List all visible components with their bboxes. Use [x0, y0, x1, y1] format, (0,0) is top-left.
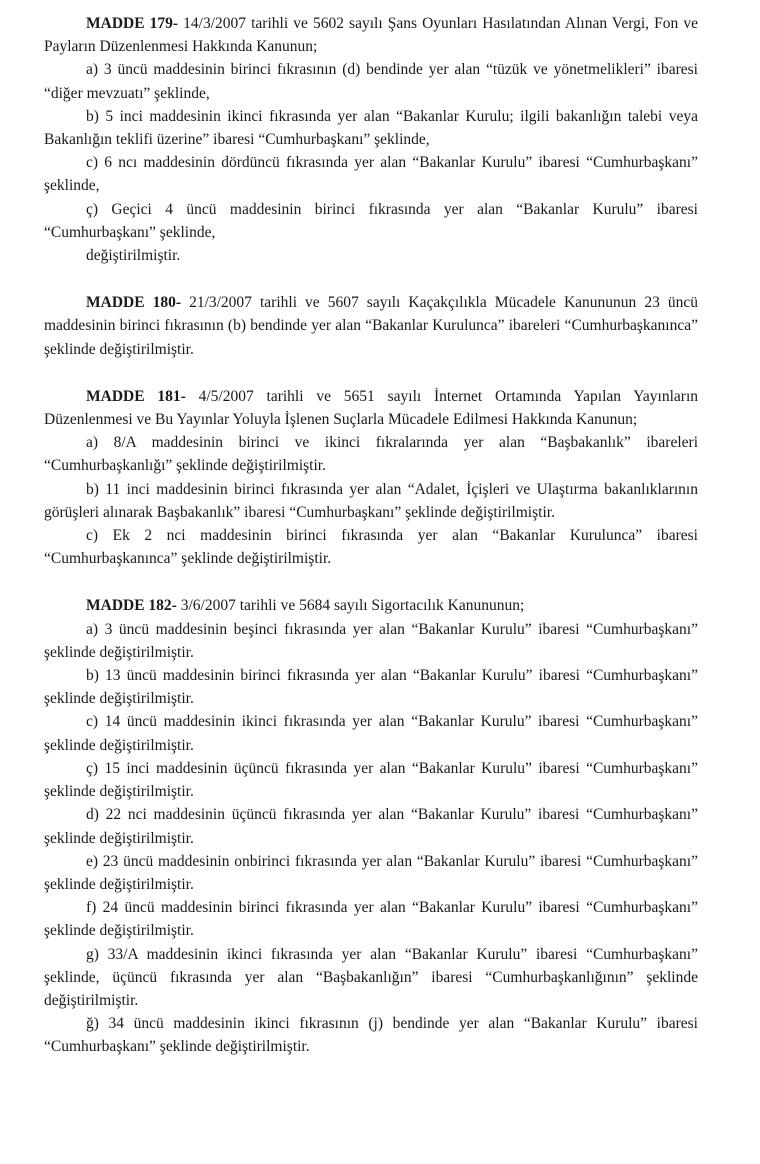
article-item: d) 22 nci maddesinin üçüncü fıkrasında yer alan “Bakanlar Kurulu” ibaresi “Cumhurbaşkanı” şeklinde değiştirilmiştir. [44, 806, 698, 847]
article-heading [44, 12, 698, 58]
article-intro: 3/6/2007 tarihli ve 5684 sayılı Sigortacılık Kanununun; [176, 597, 525, 615]
document-body [44, 12, 698, 1083]
article-label: MADDE 182- [86, 597, 177, 615]
article-label: MADDE 180- [86, 294, 182, 312]
article-182 [44, 594, 698, 1058]
article-heading [44, 291, 698, 361]
article-179 [44, 12, 698, 267]
article-intro: 14/3/2007 tarihli ve 5602 sayılı Şans Oyunları Hasılatından Alınan Vergi, Fon ve Payların Düzenlenmesi Hakkında Kanunun; [44, 15, 698, 56]
article-item: ğ) 34 üncü maddesinin ikinci fıkrasının (j) bendinde yer alan “Bakanlar Kurulu” ibaresi “Cumhurbaşkanı” şeklinde değiştirilmiştir. [44, 1015, 698, 1056]
article-label: MADDE 179- [86, 15, 179, 32]
article-heading [44, 594, 698, 617]
article-item: c) 6 ncı maddesinin dördüncü fıkrasında yer alan “Bakanlar Kurulu” ibaresi “Cumhurbaşkanı” şeklinde, [44, 154, 698, 195]
article-intro: 21/3/2007 tarihli ve 5607 sayılı Kaçakçılıkla Mücadele Kanununun 23 üncü maddesinin birinci fıkrasının (b) bendinde yer alan “Bakanlar Kurulunca” ibareleri “Cumhurbaşkanınca” şeklinde değiştirilmiştir. [44, 294, 698, 358]
article-item: b) 11 inci maddesinin birinci fıkrasında yer alan “Adalet, İçişleri ve Ulaştırma bakanlıklarının görüşleri alınarak Başbakanlık” ibaresi “Cumhurbaşkanı” şeklinde değiştirilmiştir. [44, 480, 698, 521]
article-item: c) 14 üncü maddesinin ikinci fıkrasında yer alan “Bakanlar Kurulu” ibaresi “Cumhurbaşkanı” şeklinde değiştirilmiştir. [44, 713, 698, 754]
article-item: a) 8/A maddesinin birinci ve ikinci fıkralarında yer alan “Başbakanlık” ibareleri “Cumhurbaşkanlığı” şeklinde değiştirilmiştir. [44, 434, 698, 475]
article-item: a) 3 üncü maddesinin birinci fıkrasının (d) bendinde yer alan “tüzük ve yönetmelikleri” ibaresi “diğer mevzuatı” şeklinde, [44, 61, 698, 102]
article-180 [44, 291, 698, 361]
article-181 [44, 385, 698, 571]
article-item: a) 3 üncü maddesinin beşinci fıkrasında yer alan “Bakanlar Kurulu” ibaresi “Cumhurbaşkanı” şeklinde değiştirilmiştir. [44, 620, 698, 661]
article-item: e) 23 üncü maddesinin onbirinci fıkrasında yer alan “Bakanlar Kurulu” ibaresi “Cumhurbaşkanı” şeklinde değiştirilmiştir. [44, 852, 698, 893]
article-label: MADDE 181- [86, 387, 186, 405]
article-heading [44, 385, 698, 431]
article-item: ç) Geçici 4 üncü maddesinin birinci fıkrasında yer alan “Bakanlar Kurulu” ibaresi “Cumhurbaşkanı” şeklinde, [44, 200, 698, 241]
article-item: g) 33/A maddesinin ikinci fıkrasında yer alan “Bakanlar Kurulu” ibaresi “Cumhurbaşkanı” şeklinde, üçüncü fıkrasında yer alan “Başbakanlığın” ibaresi “Cumhurbaşkanlığının” şeklinde değiştirilmiştir. [44, 945, 698, 1009]
article-item: b) 13 üncü maddesinin birinci fıkrasında yer alan “Bakanlar Kurulu” ibaresi “Cumhurbaşkanı” şeklinde değiştirilmiştir. [44, 667, 698, 708]
article-intro: 4/5/2007 tarihli ve 5651 sayılı İnternet Ortamında Yapılan Yayınların Düzenlenmesi ve Bu Yayınlar Yoluyla İşlenen Suçlarla Mücadele Edilmesi Hakkında Kanunun; [44, 387, 698, 429]
article-item: b) 5 inci maddesinin ikinci fıkrasında yer alan “Bakanlar Kurulu; ilgili bakanlığın talebi veya Bakanlığın teklifi üzerine” ibaresi “Cumhurbaşkanı” şeklinde, [44, 107, 698, 149]
article-item: f) 24 üncü maddesinin birinci fıkrasında yer alan “Bakanlar Kurulu” ibaresi “Cumhurbaşkanı” şeklinde değiştirilmiştir. [44, 899, 698, 940]
article-item: ç) 15 inci maddesinin üçüncü fıkrasında yer alan “Bakanlar Kurulu” ibaresi “Cumhurbaşkanı” şeklinde değiştirilmiştir. [44, 759, 698, 801]
article-item: c) Ek 2 nci maddesinin birinci fıkrasında yer alan “Bakanlar Kurulunca” ibaresi “Cumhurbaşkanınca” şeklinde değiştirilmiştir. [44, 527, 698, 568]
article-closing: değiştirilmiştir. [86, 247, 181, 265]
